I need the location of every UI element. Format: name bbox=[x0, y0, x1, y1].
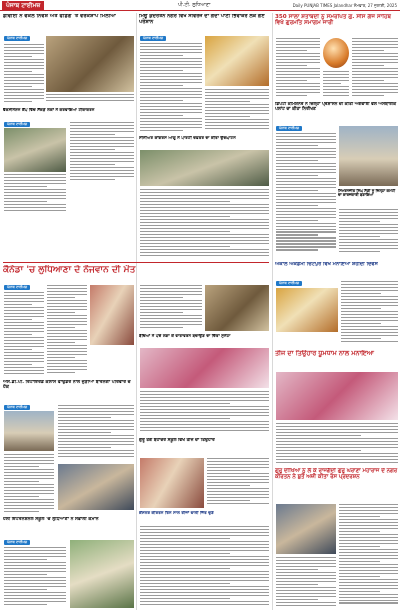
article-body bbox=[341, 281, 398, 345]
headline-2: ਮਿਊਂ ਕੁਦਰਤਨ ਨਗਰ ਵਿਖੇ ਸੀਵਰੇਜ ਦਾ ਗੰਦਾ ਪਾਣੀ ਭਿਵਾਕਰ ਲੋਕ ਗਏ ਪਰੇਸ਼ਾਨ bbox=[139, 14, 265, 25]
article-body bbox=[4, 454, 54, 514]
article-body bbox=[339, 504, 398, 608]
byline-tag: ਪੰਜਾਬ ਟਾਈਮਜ਼ bbox=[4, 540, 30, 545]
article-body bbox=[4, 292, 44, 378]
article-body bbox=[276, 423, 398, 465]
headline-15: ਸੀਨੀਅਰ ਕਾਂਗਰਸ ਆਗੂ ਨੇ ਪਾਰਟੀ ਦਫ਼ਤਰ ਦਾ ਕੀਤਾ ਉਦਘਾਟਨ bbox=[139, 136, 236, 140]
article-body bbox=[207, 458, 269, 508]
news-photo bbox=[205, 285, 269, 331]
section-divider bbox=[3, 262, 269, 263]
news-photo bbox=[46, 36, 134, 92]
news-photo bbox=[140, 348, 269, 388]
news-photo bbox=[205, 36, 269, 86]
news-photo bbox=[276, 504, 336, 554]
article-body bbox=[140, 189, 269, 259]
article-body bbox=[276, 38, 320, 98]
headline-5: ਕੈਨੇਡਾ 'ਚ ਲੁਧਿਆਣਾ ਦੇ ਨੌਜਵਾਨ ਦੀ ਮੌਤ bbox=[3, 265, 136, 275]
news-photo bbox=[276, 372, 398, 420]
article-body bbox=[140, 43, 202, 133]
portrait-photo bbox=[323, 38, 349, 68]
article-body bbox=[140, 391, 269, 435]
headline-11: ਗੁਰੂ ਦੀਖਿਆ ਨੂੰ ਲੈ ਕੇ ਰਾਜਗੱਦੀ ਗੁਰੂ ਘਰਾਣਾ ਮਹਾਰਾਜ ਦੇ ਨਗਰ ਕੀਰਤਨ ਨੇ ਬੁਤੇ ਅਜ਼ੀ ਕੀਤਾ ਰੋਸ ਪ੍ਰਦਰਸ਼ਨ bbox=[275, 468, 398, 481]
article-body bbox=[352, 38, 398, 98]
article-body bbox=[205, 89, 269, 133]
headline-8: ਤੀਜ ਦਾ ਤਿਉਹਾਰ ਧੂਮਧਾਮ ਨਾਲ ਮਨਾਇਆ bbox=[275, 350, 374, 357]
article-body bbox=[4, 44, 44, 104]
headline-12: ਕੌਂਸਲਰ ਕੀਰਤਨ ਤਿੰਨ ਸਾਲ ਤੀਜਾਂ ਵਾਲੀ ਜਿੱਤ ਚੁਣੇ bbox=[139, 511, 214, 515]
headline-16: ਬੱਚਿਆਂ ਨੇ ਪੌਦੇ ਲਗਾ ਕੇ ਵਾਤਾਵਰਨ ਬਚਾਉਣ ਦਾ ਦਿੱਤਾ ਸੁਨੇਹਾ bbox=[139, 334, 231, 338]
byline-tag: ਪੰਜਾਬ ਟਾਈਮਜ਼ bbox=[4, 285, 30, 290]
headline-7: ਅਕਾਲ ਅਕੈਡਮੀ ਚਿੱਟੇਪੁਰ ਵਿਖੇ ਮਨਾਇਆ ਸ਼ਹੀਦੀ ਦਿਵਸ bbox=[275, 262, 378, 267]
article-body bbox=[4, 174, 66, 214]
news-photo bbox=[70, 540, 134, 608]
news-photo bbox=[58, 464, 134, 510]
article-body bbox=[47, 285, 87, 375]
brand-logo: ਪੰਜਾਬ ਟਾਈਮਜ਼ bbox=[2, 1, 44, 10]
article-body bbox=[70, 122, 134, 182]
article-body bbox=[140, 285, 202, 331]
headline-3: 350 ਸਾਲਾ ਸ਼ਤਾਬਦੀ ਨੂੰ ਸਮਰਪਿਤ ਗੁ. ਸੀਸ ਗੰਜ ਸਾਹਿਬ ਵਿਖੇ ਗੁਰਮਤਿ ਸਮਾਗਮ ਜਾਰੀ bbox=[275, 14, 391, 27]
article-body bbox=[276, 133, 336, 255]
news-photo bbox=[4, 411, 54, 451]
byline-tag: ਪੰਜਾਬ ਟਾਈਮਜ਼ bbox=[276, 126, 302, 131]
section-title: ਪੀ.ਟੀ. ਲੁਧਿਆਣਾ bbox=[178, 2, 211, 8]
headline-13: ਸਿਮਰਨਜੀਤ ਸਿੰਘ ਸੈਣੀ ਨੂੰ ਜ਼ਿਲ੍ਹਾ ਕਮੇਟੀ ਦਾ ਕਾਰਜਕਾਰੀ ਬਣਾਇਆ bbox=[338, 189, 396, 198]
byline-tag: ਪੰਜਾਬ ਟਾਈਮਜ਼ bbox=[4, 36, 30, 41]
news-photo bbox=[90, 285, 134, 345]
article-body bbox=[58, 405, 134, 461]
column-rule bbox=[136, 13, 137, 610]
column-rule bbox=[272, 13, 273, 610]
article-body bbox=[323, 71, 349, 98]
headline-4: ਡਿਪਟੀ ਕਮਿਸ਼ਨਰ ਨੇ ਜ਼ਿਲ੍ਹਾ ਪ੍ਰਸ਼ਾਸਨ ਦੀ ਕੀਤੀ ਅਗਵਾਈ ਵੱਲੋਂ ਅਸਥਾਈਕ ਪਲਾਂਟ ਦਾ ਕੀਤਾ ਨਿਰੀਖਣ bbox=[275, 102, 397, 113]
news-photo bbox=[140, 458, 204, 508]
article-body bbox=[140, 526, 269, 608]
headline-10: ਹੋਲੀ ਇੰਟਰਨੈਸ਼ਨਲ ਸਕੂਲ 'ਚ ਲੁਧਿਆਣਾ ਨੇ ਸੰਭਾਲੀ ਕਮਾਨ bbox=[3, 517, 99, 522]
news-photo bbox=[140, 150, 269, 186]
byline-tag: ਪੰਜਾਬ ਟਾਈਮਜ਼ bbox=[276, 281, 302, 286]
news-photo bbox=[276, 288, 338, 332]
news-photo bbox=[4, 128, 66, 172]
headline-9: ਗੁਰੂ ਤੇਗ ਬਹਾਦਰ ਸਕੂਲ ਵਿਖੇ ਤੀਜ ਦਾ ਤਿਉਹਾਰ bbox=[139, 438, 215, 443]
byline-tag: ਪੰਜਾਬ ਟਾਈਮਜ਼ bbox=[140, 36, 166, 41]
article-body bbox=[4, 547, 66, 609]
headline-14: ਵੈਕਸੀਨੇਸ਼ਨ ਕੈਂਪ ਵਿੱਚ ਸੈਂਕੜੇ ਲੋਕਾਂ ਨੇ ਕਰਵਾਇਆ ਟੀਕਾਕਰਨ bbox=[3, 108, 95, 112]
byline-tag: ਪੰਜਾਬ ਟਾਈਮਜ਼ bbox=[4, 405, 30, 410]
byline-tag: ਪੰਜਾਬ ਟਾਈਮਜ਼ bbox=[4, 122, 30, 127]
headline-6: ਐਸ.ਡੀ.ਪੀ. ਰਿਟਾਇਰਡ ਕਲਾਸ ਫਾਉਂਡਰ ਨਾਲ ਜੁੜੀਆਂ ਬਾਰਨਗਾ ਪਰਿਵਾਰ ਦੇ ਹੱਕ bbox=[3, 380, 131, 391]
headline-1: ਡੀਵੀਈ ਨੇ ਵੋਕਲ ਨਿਵੇਸ਼ ਅਤੇ ਫੰਡਿੰਗ 'ਤੇ ਵਰਕਸ਼ਾਪ ਮਿਲੀਆ bbox=[3, 14, 116, 19]
publication-dateline: Daily PUNJAB TIMES Jalandhar ਸੋਮਵਾਰ, 27 ਜੁਲਾਈ, 2025 bbox=[292, 3, 397, 8]
photo-caption bbox=[46, 94, 134, 106]
article-body bbox=[276, 557, 336, 608]
article-body bbox=[339, 209, 398, 255]
news-photo bbox=[339, 126, 398, 186]
masthead bbox=[0, 0, 400, 11]
